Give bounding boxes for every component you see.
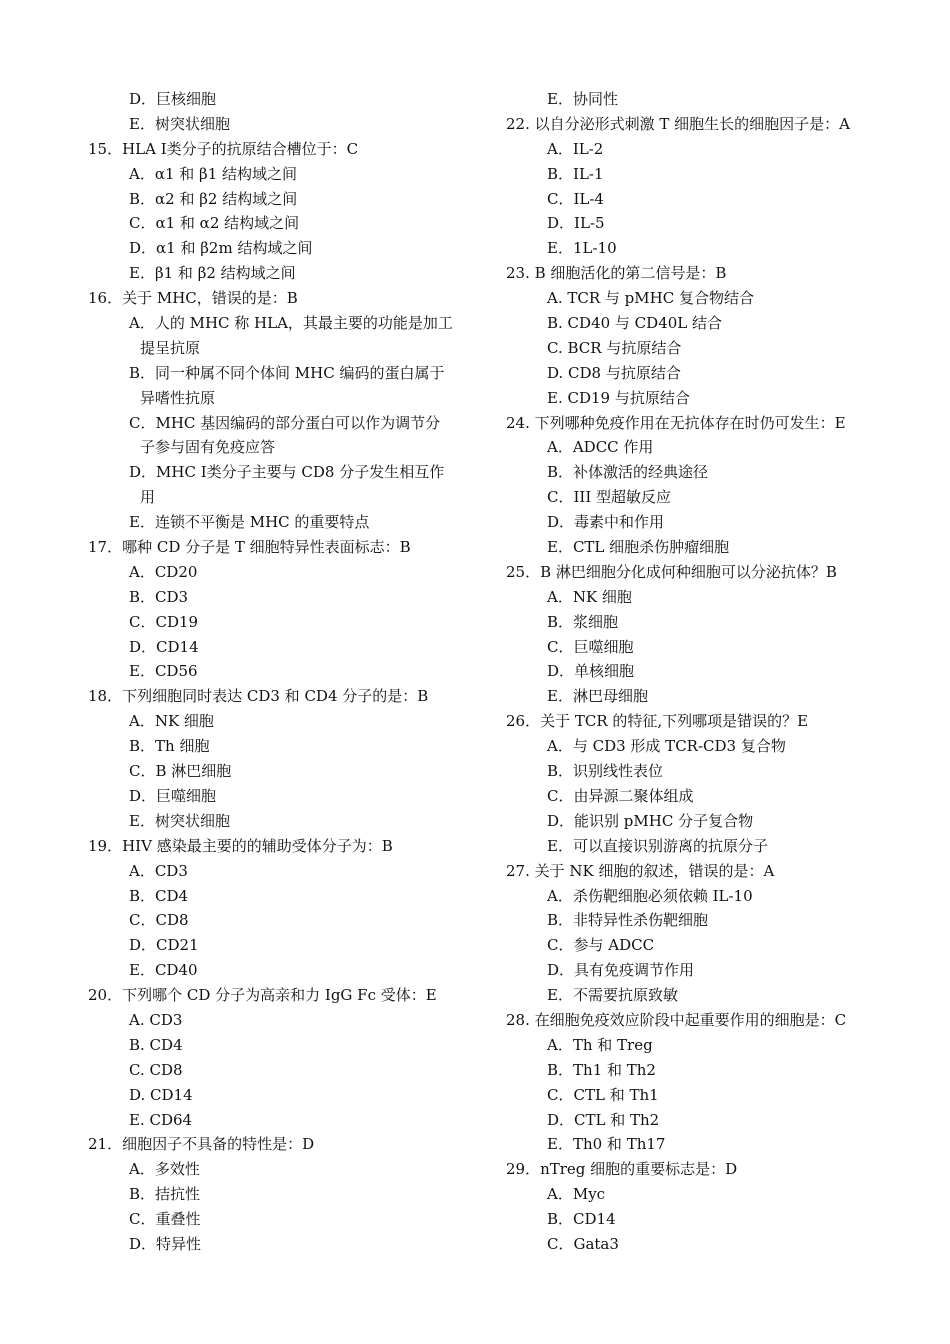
answer-option: D. CD14 [129, 1085, 193, 1104]
answer-option: D．能识别 pMHC 分子复合物 [547, 811, 754, 830]
answer-option: B. CD4 [129, 1035, 183, 1054]
question-stem: 25．B 淋巴细胞分化成何种细胞可以分泌抗体？B [506, 562, 837, 581]
answer-option: D．CD14 [129, 637, 199, 656]
answer-option: C．参与 ADCC [547, 936, 655, 955]
answer-option: D．具有免疫调节作用 [547, 961, 695, 980]
answer-option: A．杀伤靶细胞必须依赖 IL-10 [547, 886, 753, 905]
question-stem: 16．关于 MHC，错误的是：B [88, 289, 298, 308]
question-stem: 28. 在细胞免疫效应阶段中起重要作用的细胞是：C [506, 1010, 847, 1029]
answer-option: D．MHC Ⅰ类分子主要与 CD8 分子发生相互作 [129, 463, 445, 482]
answer-option: C．CD8 [129, 911, 189, 930]
answer-option: E. CD64 [129, 1110, 193, 1129]
answer-option: C．重叠性 [129, 1210, 201, 1229]
answer-option: A. CD3 [129, 1010, 183, 1029]
question-stem: 21．细胞因子不具备的特性是：D [88, 1135, 315, 1154]
answer-option: D．IL-5 [547, 214, 605, 233]
answer-option: E．1L-10 [547, 239, 617, 258]
answer-option: D．α1 和 β2m 结构域之间 [129, 239, 313, 258]
option-continuation: 子参与固有免疫应答 [140, 438, 276, 457]
answer-option: B．非特异性杀伤靶细胞 [547, 911, 709, 930]
answer-option: E．连锁不平衡是 MHC 的重要特点 [129, 513, 370, 532]
answer-option: D．巨噬细胞 [129, 786, 217, 805]
question-stem: 19．HIV 感染最主要的的辅助受体分子为：B [88, 836, 393, 855]
answer-option: D．CTL 和 Th2 [547, 1110, 660, 1129]
question-stem: 22. 以自分泌形式刺激 T 细胞生长的细胞因子是：A [506, 114, 850, 133]
answer-option: C．α1 和 α2 结构域之间 [129, 214, 300, 233]
answer-option: B．CD3 [129, 587, 189, 606]
option-continuation: 提呈抗原 [140, 338, 201, 357]
answer-option: E．Th0 和 Th17 [547, 1135, 666, 1154]
answer-option: E．不需要抗原致敏 [547, 986, 678, 1005]
answer-option: A．Th 和 Treg [547, 1035, 653, 1054]
answer-option: D. CD8 与抗原结合 [547, 363, 681, 382]
answer-option: E．可以直接识别游离的抗原分子 [547, 836, 768, 855]
answer-option: C．由异源二聚体组成 [547, 786, 694, 805]
answer-option: C．IL-4 [547, 189, 604, 208]
answer-option: D．巨核细胞 [129, 90, 217, 108]
answer-option: A．CD20 [129, 562, 198, 581]
answer-option: C．CTL 和 Th1 [547, 1085, 659, 1104]
answer-option: A．人的 MHC 称 HLA，其最主要的功能是加工 [129, 314, 453, 333]
answer-option: B．CD14 [547, 1210, 616, 1229]
answer-option: B．补体激活的经典途径 [547, 463, 709, 482]
answer-option: B．CD4 [129, 886, 189, 905]
answer-option: A. TCR 与 pMHC 复合物结合 [547, 289, 754, 308]
answer-option: C. BCR 与抗原结合 [547, 338, 682, 357]
question-stem: 17．哪种 CD 分子是 T 细胞特异性表面标志：B [88, 538, 411, 557]
answer-option: A．与 CD3 形成 TCR-CD3 复合物 [547, 737, 786, 756]
answer-option: A．IL-2 [547, 139, 604, 158]
answer-option: D．CD21 [129, 936, 199, 955]
answer-option: B．浆细胞 [547, 612, 619, 631]
answer-option: C．B 淋巴细胞 [129, 762, 232, 781]
right-column [506, 87, 906, 1257]
answer-option: A．ADCC 作用 [547, 438, 654, 457]
answer-option: A．Myc [547, 1185, 606, 1204]
answer-option: E．CTL 细胞杀伤肿瘤细胞 [547, 538, 730, 557]
question-stem: 23. B 细胞活化的第二信号是：B [506, 264, 727, 283]
answer-option: E．树突状细胞 [129, 114, 230, 133]
option-continuation: 异嗜性抗原 [140, 388, 216, 407]
answer-option: A．α1 和 β1 结构域之间 [129, 164, 298, 183]
answer-option: B．IL-1 [547, 164, 604, 183]
answer-option: C．MHC 基因编码的部分蛋白可以作为调节分 [129, 413, 441, 432]
question-stem: 26．关于 TCR 的特征,下列哪项是错误的？E [506, 712, 809, 731]
answer-option: E．树突状细胞 [129, 811, 230, 830]
answer-option: E．淋巴母细胞 [547, 687, 648, 706]
answer-option: B．Th1 和 Th2 [547, 1060, 656, 1079]
answer-option: E. CD19 与抗原结合 [547, 388, 690, 407]
answer-option: D．单核细胞 [547, 662, 635, 681]
answer-option: A．NK 细胞 [129, 712, 214, 731]
answer-option: B．α2 和 β2 结构域之间 [129, 189, 298, 208]
answer-option: B．识别线性表位 [547, 762, 664, 781]
answer-option: C．CD19 [129, 612, 199, 631]
answer-option: B. CD40 与 CD40L 结合 [547, 314, 723, 333]
answer-option: A．NK 细胞 [547, 587, 632, 606]
answer-option: E．β1 和 β2 结构域之间 [129, 264, 296, 283]
question-stem: 27. 关于 NK 细胞的叙述，错误的是：A [506, 861, 775, 880]
answer-option: A．CD3 [129, 861, 188, 880]
question-stem: 29．nTreg 细胞的重要标志是：D [506, 1160, 738, 1179]
question-stem: 20．下列哪个 CD 分子为高亲和力 IgG Fc 受体：E [88, 986, 437, 1005]
answer-option: C．III 型超敏反应 [547, 488, 672, 507]
left-column [88, 87, 483, 1257]
answer-option: E．CD40 [129, 961, 198, 980]
option-continuation: 用 [140, 488, 156, 507]
answer-option: E．CD56 [129, 662, 198, 681]
answer-option: C．巨噬细胞 [547, 637, 634, 656]
answer-option: A．多效性 [129, 1160, 200, 1179]
answer-option: C．Gata3 [547, 1234, 619, 1253]
question-stem: 24. 下列哪种免疫作用在无抗体存在时仍可发生：E [506, 413, 846, 432]
answer-option: D．特异性 [129, 1234, 202, 1253]
answer-option: B．拮抗性 [129, 1185, 201, 1204]
answer-option: B．Th 细胞 [129, 737, 210, 756]
answer-option: D．毒素中和作用 [547, 513, 665, 532]
question-stem: 15．HLA Ⅰ类分子的抗原结合槽位于：C [88, 139, 359, 158]
answer-option: E．协同性 [547, 90, 618, 108]
answer-option: B．同一种属不同个体间 MHC 编码的蛋白属于 [129, 363, 445, 382]
question-stem: 18．下列细胞同时表达 CD3 和 CD4 分子的是：B [88, 687, 429, 706]
answer-option: C. CD8 [129, 1060, 183, 1079]
